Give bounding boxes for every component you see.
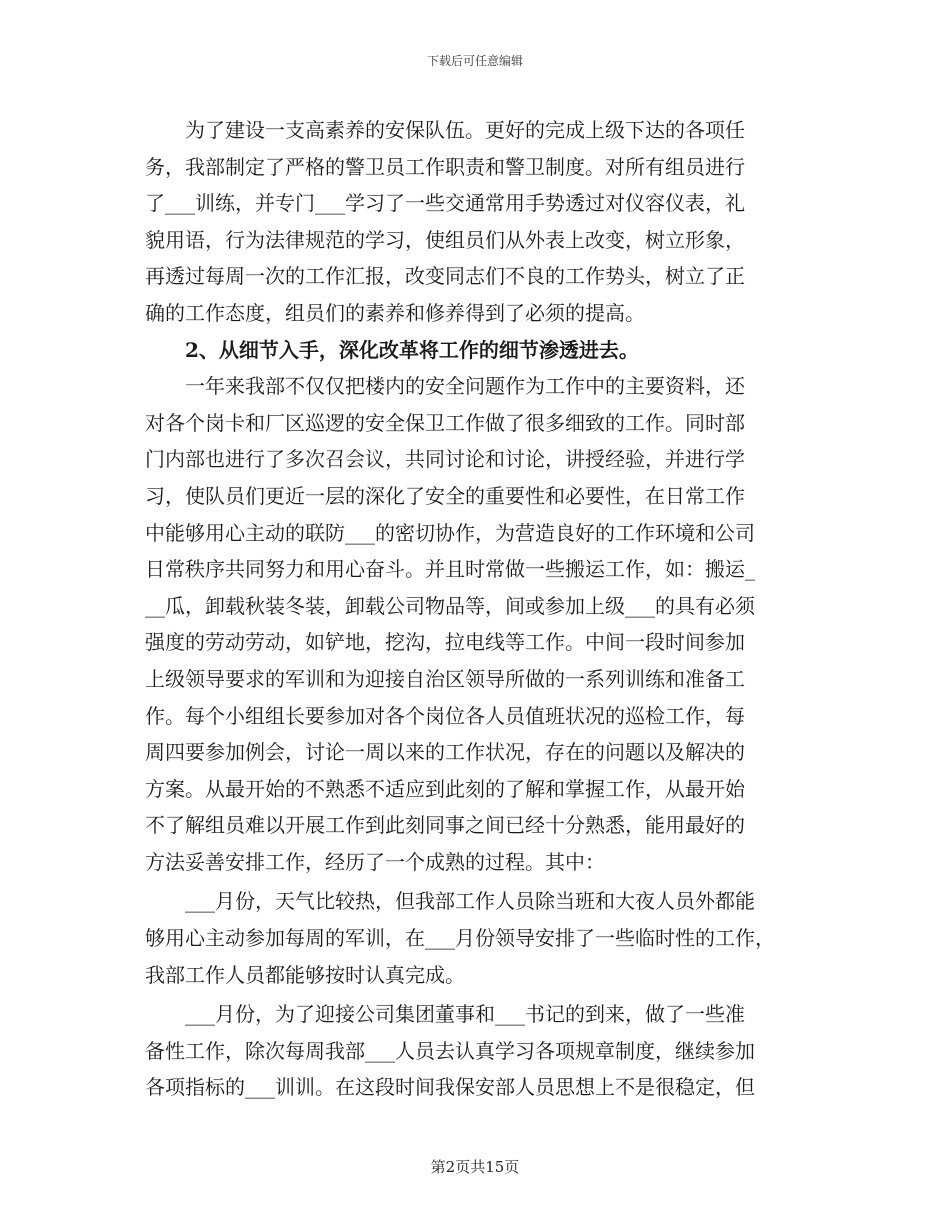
body-line: ___月份，为了迎接公司集团董事和___书记的到来，做了一些准: [145, 1002, 745, 1027]
body-line: 确的工作态度，组员们的素养和修养得到了必须的提高。: [145, 300, 645, 325]
body-line: 我部工作人员都能够按时认真完成。: [145, 962, 465, 987]
body-line: ___月份，天气比较热，但我部工作人员除当班和大夜人员外都能: [145, 889, 755, 914]
body-line: 貌用语，行为法律规范的学习，使组员们从外表上改变，树立形象，: [145, 227, 745, 252]
page-header-note: 下载后可任意编辑: [426, 54, 523, 68]
body-line: 够用心主动参加每周的军训，在___月份领导安排了一些临时性的工作，: [145, 926, 775, 951]
body-line: 再透过每周一次的工作汇报，改变同志们不良的工作势头，树立了正: [145, 264, 745, 289]
body-line: 对各个岗卡和厂区巡逻的安全保卫工作做了很多细致的工作。同时部: [145, 410, 745, 435]
body-line: 备性工作，除次每周我部___人员去认真学习各项规章制度，继续参加: [145, 1038, 755, 1063]
body-line: 了___训练，并专门___学习了一些交通常用手势透过对仪容仪表，礼: [145, 191, 745, 216]
body-line: __瓜，卸载秋装冬装，卸载公司物品等，间或参加上级___的具有必须: [145, 593, 755, 618]
body-line: 强度的劳动劳动，如铲地，挖沟，拉电线等工作。中间一段时间参加: [145, 630, 745, 655]
body-line: 各项指标的___训训。在这段时间我保安部人员思想上不是很稳定，但: [145, 1075, 755, 1100]
body-line: 上级领导要求的军训和为迎接自治区领导所做的一系列训练和准备工: [145, 666, 745, 691]
body-line: 习，使队员们更近一层的深化了安全的重要性和必要性，在日常工作: [145, 483, 745, 508]
body-line: 中能够用心主动的联防___的密切协作，为营造良好的工作环境和公司: [145, 520, 755, 545]
body-line: 一年来我部不仅仅把楼内的安全问题作为工作中的主要资料，还: [145, 374, 745, 399]
body-line: 日常秩序共同努力和用心奋斗。并且时常做一些搬运工作，如：搬运_: [145, 557, 755, 582]
body-line: 为了建设一支高素养的安保队伍。更好的完成上级下达的各项任: [145, 118, 745, 142]
body-line: 方法妥善安排工作，经历了一个成熟的过程。其中：: [145, 849, 605, 874]
page-number: 第2页共15页: [430, 1158, 520, 1176]
body-line: 作。每个小组组长要参加对各个岗位各人员值班状况的巡检工作，每: [145, 703, 745, 728]
body-line: 周四要参加例会，讨论一周以来的工作状况，存在的问题以及解决的: [145, 740, 745, 765]
document-body: [145, 112, 805, 1106]
body-line: 务，我部制定了严格的警卫员工作职责和警卫制度。对所有组员进行: [145, 154, 745, 179]
body-line: 门内部也进行了多次召会议，共同讨论和讨论，讲授经验，并进行学: [145, 447, 745, 472]
body-line: 不了解组员难以开展工作到此刻同事之间已经十分熟悉，能用最好的: [145, 813, 745, 838]
body-line: 方案。从最开始的不熟悉不适应到此刻的了解和掌握工作，从最开始: [145, 776, 745, 801]
section-heading: 2、从细节入手，深化改革将工作的细节渗透进去。: [145, 337, 639, 362]
